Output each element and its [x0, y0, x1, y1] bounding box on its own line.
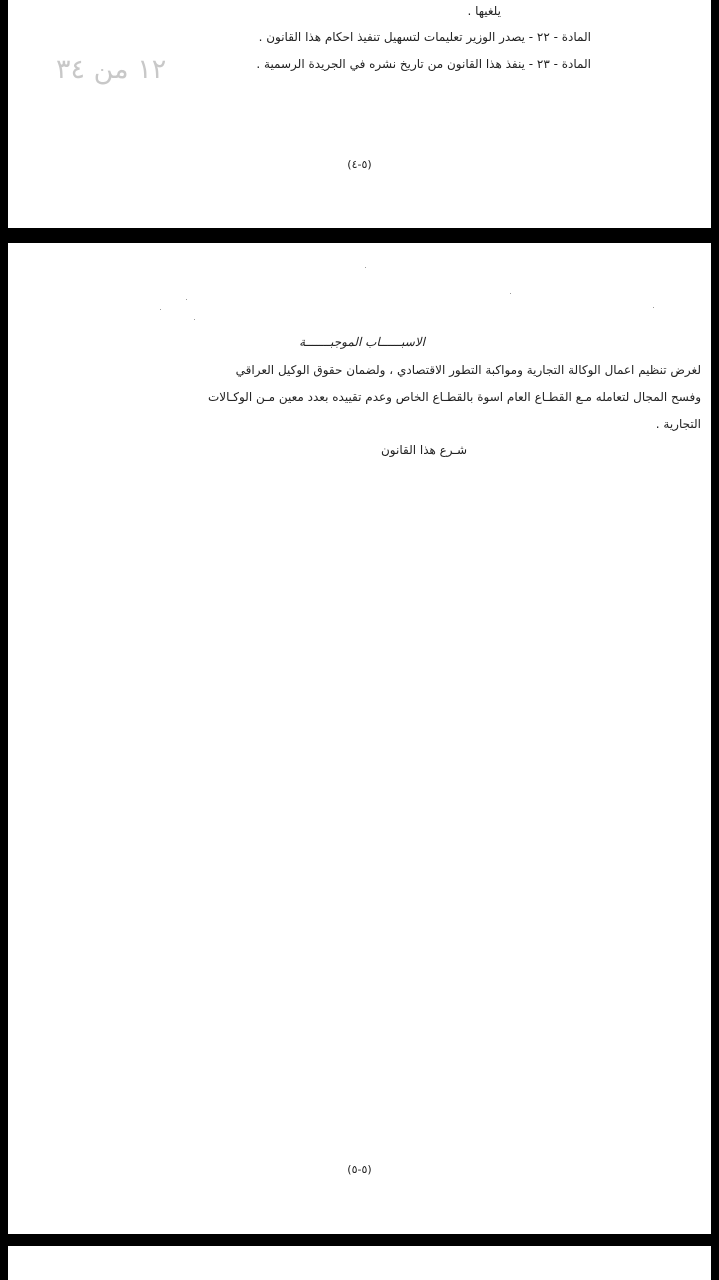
document-page-5	[8, 243, 711, 1234]
scan-speck	[365, 267, 366, 268]
paragraph-line: التجارية .	[655, 417, 701, 431]
section-heading: الاسبــــــاب الموجبـــــــة	[299, 335, 425, 349]
article-23: المادة - ٢٣ - ينفذ هذا القانون من تاريخ نشره في الجريدة الرسمية .	[256, 57, 591, 71]
scan-speck	[160, 309, 161, 310]
scan-speck	[194, 319, 195, 320]
page-number: (٥-٤)	[347, 158, 372, 171]
closing-line: شـرع هذا القانون	[380, 443, 467, 457]
page-number: (٥-٥)	[347, 1163, 372, 1176]
scan-speck	[510, 293, 511, 294]
document-page-4	[8, 0, 711, 228]
scan-speck	[653, 307, 654, 308]
page-indicator: ١٢ من ٣٤	[56, 54, 167, 85]
scan-speck	[186, 299, 187, 300]
text-line: يلغيها .	[467, 4, 501, 18]
paragraph-line: لغرض تنظيم اعمال الوكالة التجارية ومواكبة التطور الاقتصادي ، ولضمان حقوق الوكيل العراقي	[235, 363, 701, 377]
document-page-6	[8, 1246, 711, 1280]
paragraph-line: وفسح المجال لتعامله مـع القطـاع العام اسوة بالقطـاع الخاص وعدم تقييده بعدد معين مـن الوكـالات	[207, 390, 701, 404]
article-22: المادة - ٢٢ - يصدر الوزير تعليمات لتسهيل تنفيذ احكام هذا القانون .	[258, 30, 591, 44]
